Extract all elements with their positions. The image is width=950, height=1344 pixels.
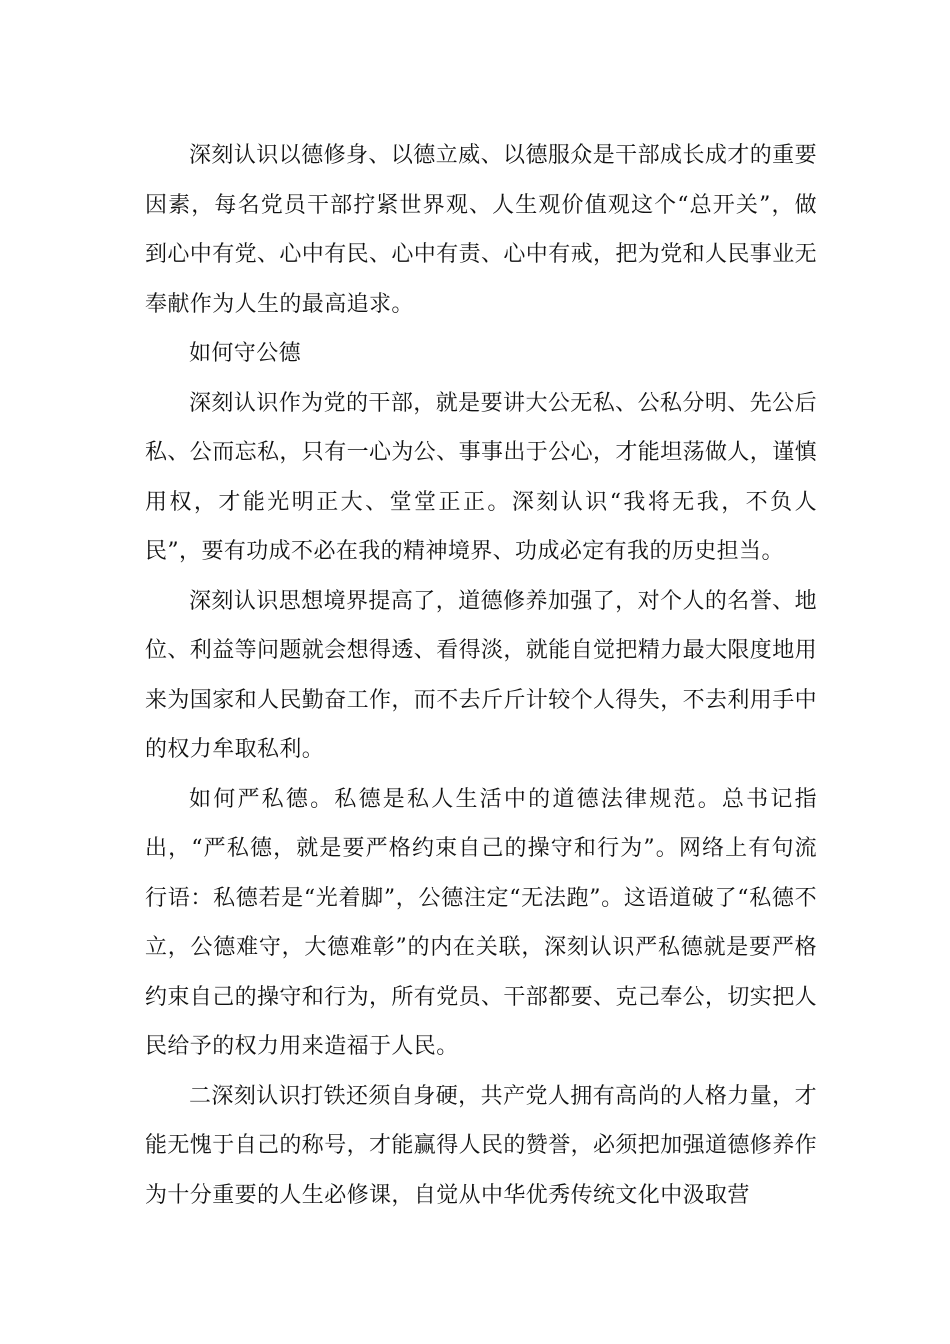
paragraph-3: 深刻认识思想境界提高了，道德修养加强了，对个人的名誉、地位、利益等问题就会想得透、看得淡，就能自觉把精力最大限度地用来为国家和人民勤奋工作，而不去斤斤计较个人得失，不去利用手中的权力牟取私利。 (145, 588, 818, 762)
paragraph-5: 二深刻认识打铁还须自身硬，共产党人拥有高尚的人格力量，才能无愧于自己的称号，才能赢得人民的赞誉，必须把加强道德修养作为十分重要的人生必修课，自觉从中华优秀传统文化中汲取营 (145, 1083, 818, 1208)
paragraph-2: 深刻认识作为党的干部，就是要讲大公无私、公私分明、先公后私、公而忘私，只有一心为公、事事出于公心，才能坦荡做人，谨慎用权，才能光明正大、堂堂正正。深刻认识“我将无我，不负人民”，要有功成不必在我的精神境界、功成必定有我的历史担当。 (145, 390, 818, 564)
document-body (145, 131, 817, 1220)
section-heading-public-morality: 如何守公德 (189, 341, 302, 366)
paragraph-4: 如何严私德。私德是私人生活中的道德法律规范。总书记指出，“严私德，就是要严格约束自己的操守和行为”。网络上有句流行语：私德若是“光着脚”，公德注定“无法跑”。这语道破了“私德不立，公德难守，大德难彰”的内在关联，深刻认识严私德就是要严格约束自己的操守和行为，所有党员、干部都要、克己奉公，切实把人民给予的权力用来造福于人民。 (145, 786, 818, 1059)
paragraph-1: 深刻认识以德修身、以德立威、以德服众是干部成长成才的重要因素，每名党员干部拧紧世界观、人生观价值观这个“总开关”，做到心中有党、心中有民、心中有责、心中有戒，把为党和人民事业无奉献作为人生的最高追求。 (145, 143, 818, 317)
